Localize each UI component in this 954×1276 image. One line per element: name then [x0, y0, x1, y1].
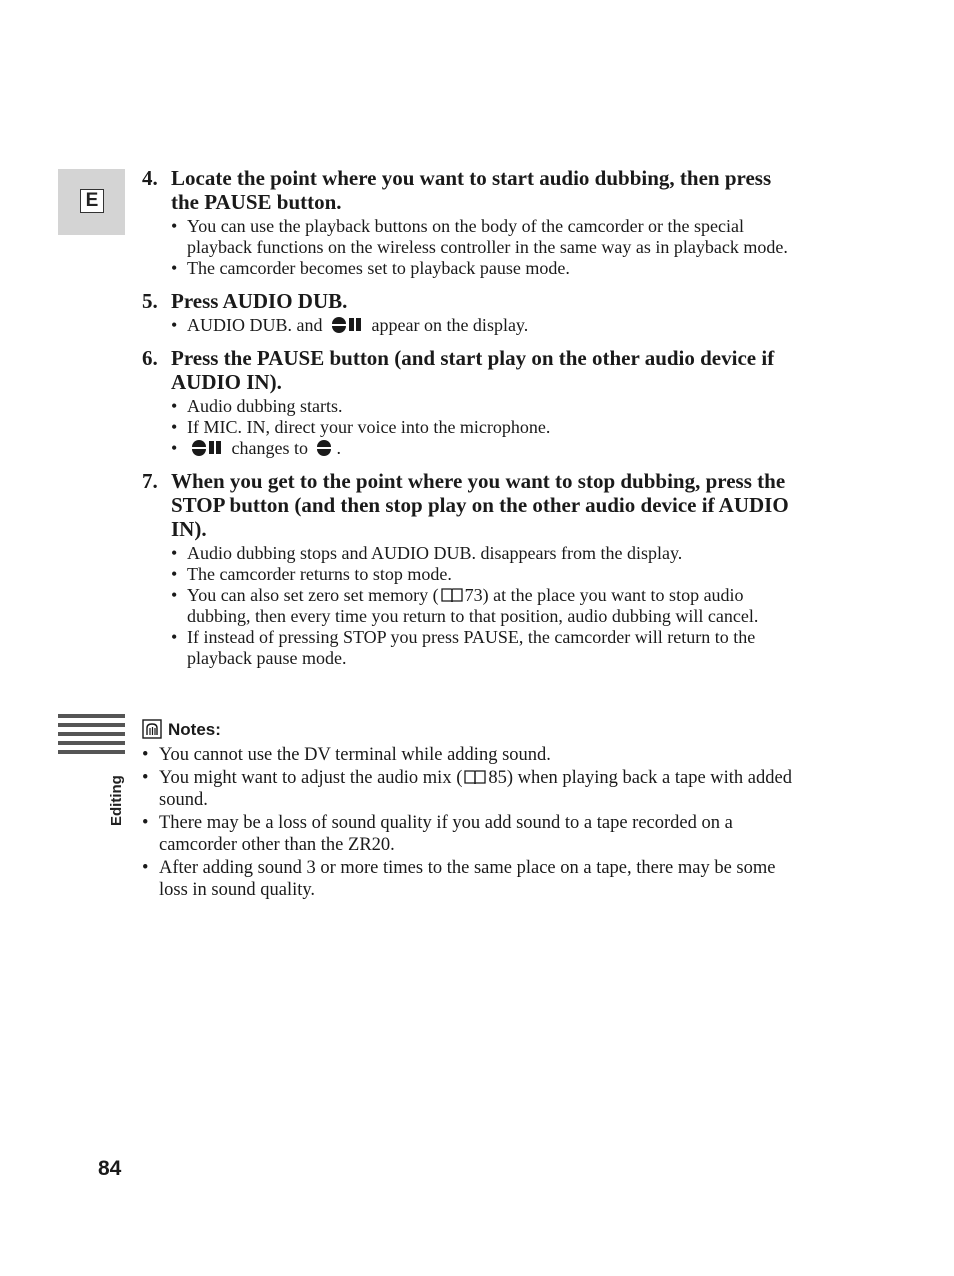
- step-title: Press AUDIO DUB.: [171, 289, 348, 313]
- notes-title: Notes:: [168, 720, 221, 739]
- language-tab-letter: E: [80, 189, 104, 213]
- book-reference-icon: [441, 587, 463, 603]
- bullet-item: • The camcorder returns to stop mode.: [171, 564, 794, 585]
- book-reference-icon: [464, 769, 486, 785]
- bullet-item: • The camcorder becomes set to playback pause mode.: [171, 258, 794, 279]
- notes-bars: [58, 714, 125, 759]
- notes-heading: [142, 718, 794, 742]
- note-item: • You might want to adjust the audio mix ( 85) when playing back a tape with added sound.: [142, 767, 794, 812]
- step-title: Locate the point where you want to start audio dubbing, then press the PAUSE button.: [171, 166, 772, 214]
- step-number: 6.: [142, 346, 158, 370]
- notes-section: [142, 718, 794, 902]
- notes-list: [142, 744, 794, 902]
- bullet-item: • If MIC. IN, direct your voice into the microphone.: [171, 417, 794, 438]
- step-bullets: [142, 216, 794, 279]
- step-bullets: [142, 315, 794, 336]
- step-4: [142, 166, 794, 279]
- step-number: 5.: [142, 289, 158, 313]
- notes-icon: [142, 719, 162, 739]
- dub-pause-icon: [331, 316, 363, 333]
- step-7: [142, 469, 794, 669]
- bullet-item: • AUDIO DUB. and appear on the display.: [171, 315, 794, 336]
- step-number: 7.: [142, 469, 158, 493]
- bullet-item: • Audio dubbing starts.: [171, 396, 794, 417]
- bullet-item: • You can use the playback buttons on the body of the camcorder or the special playback functions on the wireless controller in the same way as in playback mode.: [171, 216, 794, 258]
- note-item: • There may be a loss of sound quality if you add sound to a tape recorded on a camcorder other than the ZR20.: [142, 812, 794, 857]
- bullet-item: • If instead of pressing STOP you press PAUSE, the camcorder will return to the playback pause mode.: [171, 627, 794, 669]
- step-bullets: [142, 396, 794, 459]
- step-number: 4.: [142, 166, 158, 190]
- step-5: [142, 289, 794, 336]
- steps-section: [142, 166, 794, 675]
- note-item: • You cannot use the DV terminal while adding sound.: [142, 744, 794, 767]
- page-number: 84: [98, 1157, 122, 1180]
- bullet-item: • Audio dubbing stops and AUDIO DUB. disappears from the display.: [171, 543, 794, 564]
- bullet-item: • You can also set zero set memory ( 73) at the place you want to stop audio dubbing, then every time you return to that position, audio dubbing will cancel.: [171, 585, 794, 627]
- bullet-item: • changes to .: [171, 438, 794, 459]
- dub-record-icon: [316, 439, 332, 456]
- step-bullets: [142, 543, 794, 669]
- step-6: [142, 346, 794, 459]
- step-title: Press the PAUSE button (and start play on the other audio device if AUDIO IN).: [171, 346, 775, 394]
- section-label: Editing: [108, 775, 125, 826]
- note-item: • After adding sound 3 or more times to the same place on a tape, there may be some loss in sound quality.: [142, 857, 794, 902]
- dub-pause-icon: [191, 439, 223, 456]
- language-tab: [58, 169, 125, 235]
- step-title: When you get to the point where you want to stop dubbing, press the STOP button (and then stop play on the other audio device if AUDIO IN).: [171, 469, 789, 541]
